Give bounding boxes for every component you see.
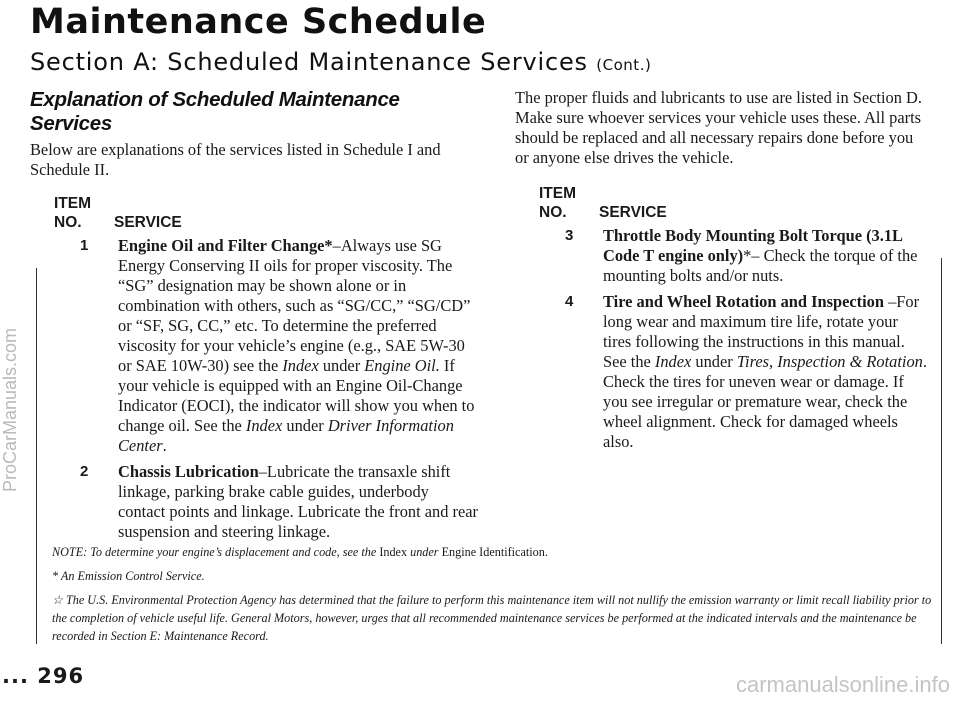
item-number: 2 xyxy=(80,463,89,480)
item-number: 1 xyxy=(80,237,89,254)
left-intro: Below are explanations of the services listed in Schedule I and Schedule II. xyxy=(30,140,441,179)
page-number: ... 296 xyxy=(2,664,85,688)
item-label: ITEM xyxy=(54,195,92,212)
item-text: –For long wear and maximum tire life, rotate your tires following the instructions in this manual. See the xyxy=(603,292,920,371)
left-item-header xyxy=(30,194,480,232)
index-ref: Index xyxy=(245,416,283,435)
item-text: –Lubricate the transaxle shift linkage, parking brake cable guides, underbody contact points and linkage. Lubricate the front and rear suspension and steering linkage. xyxy=(118,462,478,541)
list-item xyxy=(515,226,930,286)
item-body xyxy=(603,226,930,286)
list-item xyxy=(30,462,480,542)
item-title: Tire and Wheel Rotation and Inspection xyxy=(603,292,884,311)
left-divider xyxy=(36,268,37,644)
footnotes xyxy=(52,543,932,651)
item-text: under xyxy=(282,416,328,435)
tires-ref: Tires, Inspection & Rotation xyxy=(736,352,923,371)
item-title: Engine Oil and Filter Change* xyxy=(118,236,333,255)
right-column xyxy=(515,88,930,458)
engine-oil-ref: Engine Oil. xyxy=(364,356,440,375)
item-text: . xyxy=(162,436,167,455)
service-label: SERVICE xyxy=(599,204,667,221)
list-item xyxy=(30,236,480,456)
note-engine-ref: Engine Identification. xyxy=(441,545,548,559)
watermark-left: ProCarManuals.com xyxy=(0,327,20,493)
item-body xyxy=(118,236,480,456)
item-body xyxy=(603,292,930,452)
item-number: 3 xyxy=(565,227,574,244)
item-text: under xyxy=(691,352,737,371)
item-text: If your vehicle is equipped with an Engine Oil-Change Indicator (EOCI), the indicator will show you when to change oil. See the xyxy=(118,356,475,435)
note-index-ref: Index xyxy=(379,545,408,559)
explanation-subhead: Explanation of Scheduled Maintenance Services xyxy=(30,88,400,135)
item-body xyxy=(118,462,480,542)
service-label: SERVICE xyxy=(114,214,182,231)
note-text: NOTE: To determine your engine’s displacement and code, see the xyxy=(52,545,380,559)
right-items xyxy=(515,226,930,452)
right-item-header xyxy=(515,184,930,222)
index-ref: Index xyxy=(282,356,319,375)
note-epa: ☆ The U.S. Environmental Protection Agency has determined that the failure to perform this maintenance item will not nullify the emission warranty or limit recall liability prior to the completion of vehicle useful life. General Motors, however, urges that all recommended maintenance services be performed at the indicated intervals and the maintenance be recorded in Section E: Maintenance Record. xyxy=(52,593,932,643)
item-title: Throttle Body Mounting Bolt Torque (3.1L Code T engine only) xyxy=(603,226,903,265)
section-cont: (Cont.) xyxy=(596,56,652,74)
no-label: NO. xyxy=(539,204,567,221)
note-emission: * An Emission Control Service. xyxy=(52,569,205,583)
dic-ref: Driver Information Center xyxy=(118,416,454,455)
note-engine xyxy=(52,543,932,561)
index-ref: Index xyxy=(654,352,692,371)
page-title: Maintenance Schedule xyxy=(30,2,487,42)
item-text: . Check the tires for uneven wear or damage. If you see irregular or premature wear, check the wheel alignment. Check for damaged wheels also. xyxy=(603,352,927,451)
section-title-text: Section A: Scheduled Maintenance Services xyxy=(30,48,588,76)
left-column xyxy=(30,88,480,548)
item-text: –Always use SG Energy Conserving II oils for proper viscosity. The “SG” designation may be shown alone or in combination with others, such as “SG/CC,” “SG/CD” or “SF, SG, CC,” etc. To determine the preferred viscosity for your vehicle’s engine (e.g., SAE 5W-30 or SAE 10W-30) see the xyxy=(118,236,471,375)
watermark-bottom: carmanualsonline.info xyxy=(735,672,950,697)
item-title: Chassis Lubrication xyxy=(118,462,259,481)
item-text: *– Check the torque of the mounting bolts and/or nuts. xyxy=(603,246,918,285)
item-text: under xyxy=(318,356,365,375)
left-items xyxy=(30,236,480,542)
right-intro: The proper fluids and lubricants to use are listed in Section D. Make sure whoever services your vehicle uses these. All parts should be replaced and all necessary repairs done before you or anyone else drives the vehicle. xyxy=(515,88,922,167)
item-label: ITEM xyxy=(539,185,577,202)
right-divider xyxy=(941,258,942,644)
item-number: 4 xyxy=(565,293,574,310)
section-title xyxy=(30,48,651,76)
list-item xyxy=(515,292,930,452)
note-text: under xyxy=(407,545,442,559)
no-label: NO. xyxy=(54,214,82,231)
